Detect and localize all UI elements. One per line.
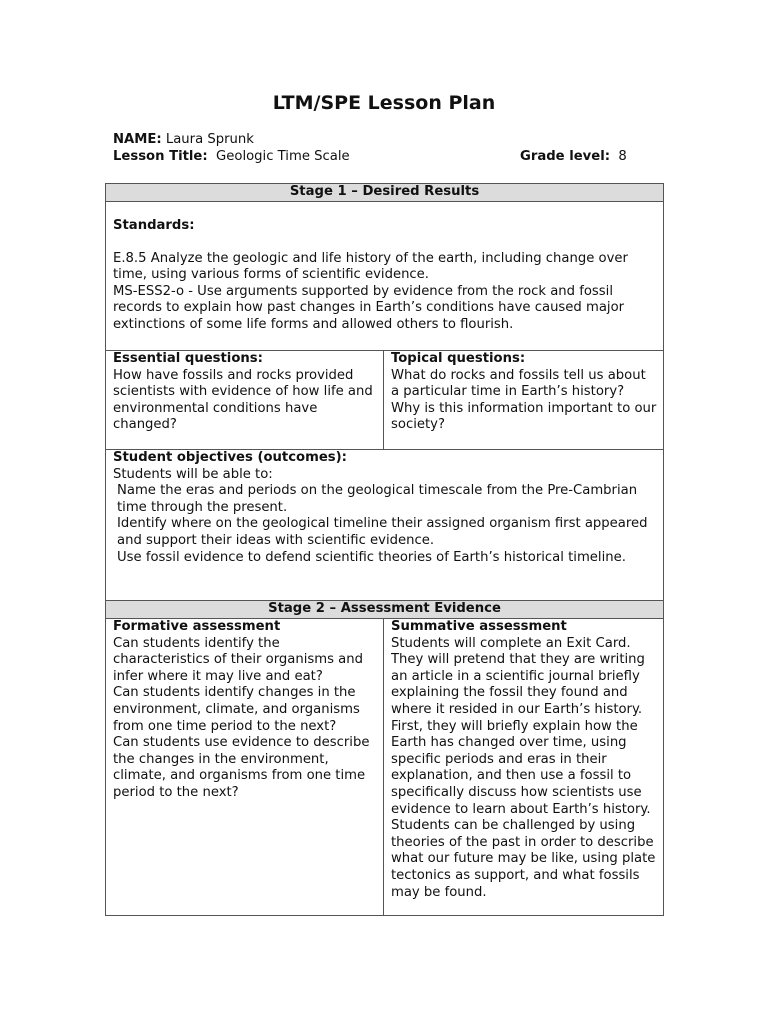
essential-questions-heading: Essential questions: (113, 351, 263, 366)
topical-question: Why is this information important to our society? (391, 400, 657, 433)
topical-question: What do rocks and fossils tell us about a particular time in Earth’s history? (391, 367, 646, 400)
formative-question: Can students use evidence to describe the changes in the environment, climate, and organisms from one time period to the next? (113, 735, 370, 800)
grade-level (520, 149, 627, 164)
lesson-title-value: Geologic Time Scale (216, 149, 350, 164)
topical-questions-cell (384, 351, 664, 450)
summative-text: Students will complete an Exit Card. They will pretend that they are writing an article in a scientific journal briefly explaining the fossil they found and where it resided in our Earth’s history. First, they will briefly explain how the Earth has changed over time, using specific periods and eras in their explanation, and then use a fossil to specifically discuss how scientists use evidence to learn about Earth’s history. Students can be challenged by using theories of the past in order to describe what our future may be like, using plate tectonics as support, and what fossils may be found. (391, 635, 656, 900)
grade-level-value: 8 (618, 149, 627, 164)
standard-item: MS-ESS2-o - Use arguments supported by evidence from the rock and fossil records to explain how past changes in Earth’s conditions have caused major extinctions of some life forms and allowed others to flourish. (113, 283, 625, 332)
lesson-plan-table (105, 183, 664, 916)
document-title: LTM/SPE Lesson Plan (272, 92, 496, 114)
name-line (113, 132, 254, 147)
grade-level-label: Grade level: (520, 149, 611, 164)
standard-item: E.8.5 Analyze the geologic and life history of the earth, including change over time, using various forms of scientific evidence. (113, 250, 628, 283)
essential-questions-text: How have fossils and rocks provided scientists with evidence of how life and environmental conditions have changed? (113, 367, 373, 433)
name-label: NAME: (113, 132, 162, 147)
objectives-cell (106, 450, 664, 601)
objective-item: Identify where on the geological timeline their assigned organism first appeared and support their ideas with scientific evidence. (117, 516, 648, 548)
objective-item: Use fossil evidence to defend scientific theories of Earth’s historical timeline. (117, 549, 626, 565)
formative-question: Can students identify changes in the environment, climate, and organisms from one time period to the next? (113, 685, 360, 734)
lesson-title-label: Lesson Title: (113, 149, 208, 164)
topical-questions-heading: Topical questions: (391, 351, 526, 366)
stage2-header: Stage 2 – Assessment Evidence (106, 601, 664, 619)
lesson-title-line (113, 149, 633, 164)
objectives-intro: Students will be able to: (113, 466, 273, 482)
formative-question: Can students identify the characteristics of their organisms and infer where it may live and eat? (113, 635, 363, 684)
standards-cell (106, 202, 664, 351)
essential-questions-cell (106, 351, 384, 450)
summative-assessment-cell (384, 619, 664, 916)
objectives-heading: Student objectives (outcomes): (113, 450, 347, 465)
formative-heading: Formative assessment (113, 619, 281, 634)
stage1-header: Stage 1 – Desired Results (106, 184, 664, 202)
name-value: Laura Sprunk (165, 132, 254, 147)
summative-heading: Summative assessment (391, 619, 567, 634)
objective-item: Name the eras and periods on the geological timescale from the Pre-Cambrian time through the present. (117, 483, 638, 515)
formative-assessment-cell (106, 619, 384, 916)
standards-heading: Standards: (113, 218, 195, 233)
